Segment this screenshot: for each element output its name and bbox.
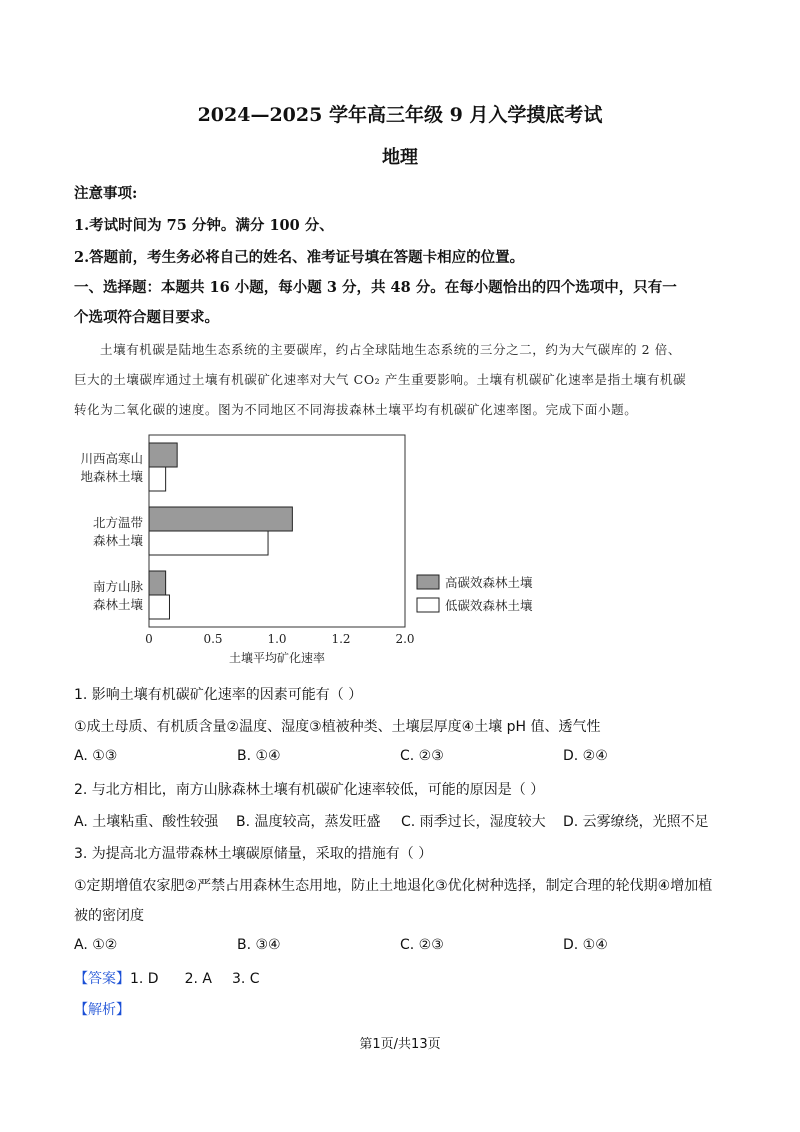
question-3-option-b: B. ③④ — [237, 937, 281, 953]
question-3-option-d: D. ①④ — [563, 937, 608, 953]
question-2-option-c: C. 雨季过长，湿度较大 — [401, 814, 546, 830]
answer-tag: 【答案】 — [74, 971, 130, 987]
x-tick-label: 0 — [145, 632, 153, 646]
question-1-stem: 1. 影响土壤有机碳矿化速率的因素可能有（ ） — [74, 687, 363, 703]
analysis-tag: 【解析】 — [74, 1002, 130, 1018]
x-tick-label: 1.0 — [267, 632, 287, 646]
question-2-option-d: D. 云雾缭绕，光照不足 — [563, 814, 709, 830]
passage-line-3: 转化为二氧化碳的速度。图为不同地区不同海拔森林土壤平均有机碳矿化速率图。完成下面小题。 — [74, 402, 638, 417]
question-1-option-d: D. ②④ — [563, 748, 608, 764]
bar-3-series-1 — [149, 571, 166, 595]
category-label-3-line-1: 南方山脉 — [92, 579, 143, 594]
answer-3: 3. C — [231, 971, 260, 987]
question-1-option-a: A. ①③ — [74, 748, 118, 764]
legend-swatch-1 — [417, 575, 439, 589]
bar-3-series-2 — [149, 595, 169, 619]
legend-swatch-2 — [417, 598, 439, 612]
bar-2-series-1 — [149, 507, 292, 531]
answer-2: 2. A — [184, 971, 212, 987]
question-3-option-a: A. ①② — [74, 937, 118, 953]
notes-heading: 注意事项: — [74, 185, 138, 202]
legend-label-1: 高碳效森林土壤 — [445, 575, 533, 590]
notes-item-2: 2.答题前，考生务必将自己的姓名、准考证号填在答题卡相应的位置。 — [74, 249, 525, 266]
passage-line-1: 土壤有机碳是陆地生态系统的主要碳库，约占全球陆地生态系统的三分之二，约为大气碳库的 2 倍、 — [100, 342, 682, 357]
question-3-detail-line1: ①定期增值农家肥②严禁占用森林生态用地，防止土地退化③优化树种选择，制定合理的轮伐期④增加植 — [74, 878, 713, 894]
question-1-option-c: C. ②③ — [400, 748, 444, 764]
question-1-detail: ①成土母质、有机质含量②温度、湿度③植被种类、土壤层厚度④土壤 pH 值、透气性 — [74, 719, 601, 735]
question-2-stem: 2. 与北方相比，南方山脉森林土壤有机碳矿化速率较低，可能的原因是（ ） — [74, 782, 545, 798]
category-label-2-line-2: 森林土壤 — [92, 533, 143, 548]
answer-1: 1. D — [130, 971, 159, 987]
passage-line-2: 巨大的土壤碳库通过土壤有机碳矿化速率对大气 CO₂ 产生重要影响。土壤有机碳矿化速率是指土壤有机碳 — [74, 372, 687, 387]
mineralization-rate-chart — [60, 428, 580, 670]
section-heading-line1: 一、选择题：本题共 16 小题，每小题 3 分，共 48 分。在每小题恰出的四个选项中，只有一 — [74, 279, 677, 296]
bar-1-series-1 — [149, 443, 177, 467]
page-number: 第1页/共13页 — [359, 1037, 441, 1052]
bar-1-series-2 — [149, 467, 166, 491]
category-label-1-line-1: 川西高寒山 — [80, 451, 143, 466]
x-tick-label: 2.0 — [395, 632, 415, 646]
notes-item-1: 1.考试时间为 75 分钟。满分 100 分、 — [74, 217, 334, 234]
answer-line — [74, 968, 260, 988]
section-heading-line2: 个选项符合题目要求。 — [74, 309, 219, 326]
x-tick-label: 1.2 — [331, 632, 351, 646]
question-3-detail-line2: 被的密闭度 — [74, 908, 144, 924]
category-label-3-line-2: 森林土壤 — [92, 597, 143, 612]
exam-title: 2024—2025 学年高三年级 9 月入学摸底考试 — [197, 104, 603, 126]
question-2-option-b: B. 温度较高，蒸发旺盛 — [236, 814, 381, 830]
category-label-1-line-2: 地森林土壤 — [80, 469, 143, 484]
question-2-option-a: A. 土壤粘重、酸性较强 — [74, 814, 219, 830]
subject-title: 地理 — [382, 147, 418, 168]
question-1-option-b: B. ①④ — [237, 748, 281, 764]
bar-2-series-2 — [149, 531, 268, 555]
x-tick-label: 0.5 — [203, 632, 223, 646]
question-3-option-c: C. ②③ — [400, 937, 444, 953]
question-3-stem: 3. 为提高北方温带森林土壤碳原储量，采取的措施有（ ） — [74, 846, 433, 862]
x-axis-label: 土壤平均矿化速率 — [228, 651, 326, 665]
legend-label-2: 低碳效森林土壤 — [445, 598, 533, 613]
category-label-2-line-1: 北方温带 — [92, 515, 143, 530]
